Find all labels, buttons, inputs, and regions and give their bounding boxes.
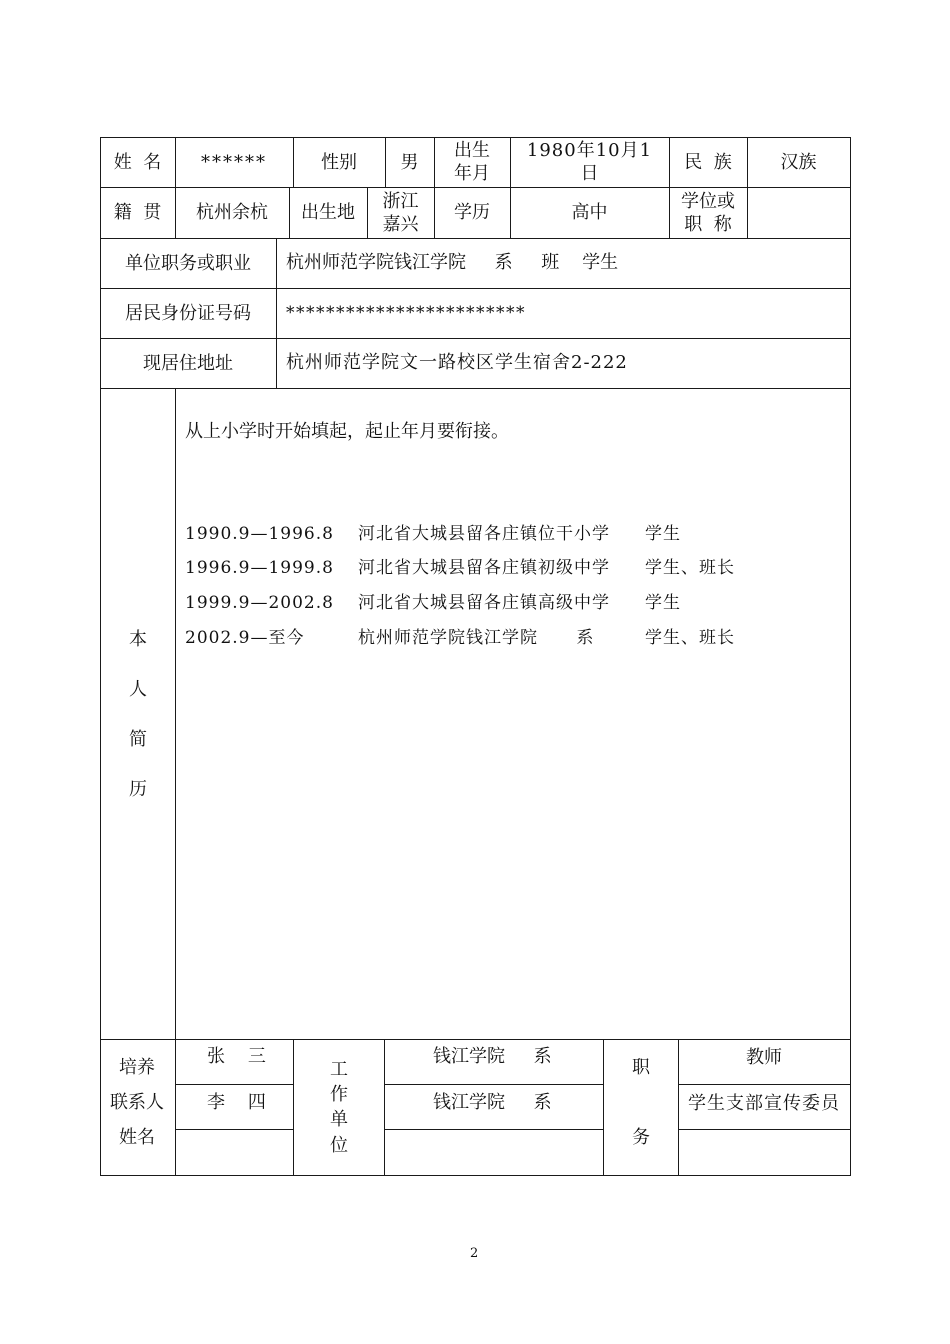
resume-label-char: 本 bbox=[129, 629, 147, 650]
ethnic-label: 民 族 bbox=[684, 151, 732, 173]
row-divider bbox=[100, 1039, 851, 1040]
resume-period: 1999.9—2002.8 bbox=[185, 593, 334, 613]
table-border-bottom bbox=[100, 1175, 851, 1176]
birthplace-value bbox=[367, 187, 434, 238]
occupation-value: 杭州师范学院钱江学院 系 班 学生 bbox=[286, 252, 619, 273]
cell-divider bbox=[603, 1039, 604, 1176]
resume-period: 1990.9—1996.8 bbox=[185, 524, 334, 544]
gender-value: 男 bbox=[400, 151, 419, 173]
degree-label-line1: 学位或 bbox=[681, 190, 735, 212]
native-place-label: 籍 贯 bbox=[113, 202, 162, 223]
contact-work-unit: 钱江学院 系 bbox=[433, 1046, 552, 1067]
address-value: 杭州师范学院文一路校区学生宿舍2-222 bbox=[286, 352, 628, 373]
resume-period: 1996.9—1999.8 bbox=[185, 558, 334, 578]
birth-value-line2: 日 bbox=[580, 163, 599, 184]
cell-divider bbox=[175, 388, 176, 1176]
native-place-value: 杭州余杭 bbox=[196, 202, 268, 223]
resume-school: 杭州师范学院钱江学院 系 bbox=[358, 628, 595, 648]
id-card-value: ************************ bbox=[286, 303, 526, 323]
resume-school: 河北省大城县留各庄镇初级中学 bbox=[358, 558, 610, 578]
resume-role: 学生 bbox=[645, 593, 681, 613]
address-label: 现居住地址 bbox=[143, 352, 233, 374]
row-divider bbox=[100, 388, 851, 389]
resume-school: 河北省大城县留各庄镇位干小学 bbox=[358, 524, 610, 544]
resume-label-char: 简 bbox=[129, 729, 147, 750]
contact-row-divider bbox=[678, 1084, 851, 1085]
resume-school: 河北省大城县留各庄镇高级中学 bbox=[358, 593, 610, 613]
position-label-char: 务 bbox=[632, 1127, 650, 1148]
contact-row-divider bbox=[678, 1129, 851, 1130]
cell-divider bbox=[293, 1039, 294, 1176]
contact-position: 学生支部宣传委员 bbox=[688, 1092, 840, 1114]
contact-name: 张 三 bbox=[207, 1046, 266, 1067]
page-number: 2 bbox=[470, 1246, 479, 1261]
resume-role: 学生 bbox=[645, 524, 681, 544]
resume-hint: 从上小学时开始填起，起止年月要衔接。 bbox=[185, 421, 509, 442]
cell-divider bbox=[384, 1039, 385, 1176]
birthplace-label: 出生地 bbox=[301, 202, 355, 223]
contacts-label-line: 姓名 bbox=[119, 1127, 155, 1148]
degree-label bbox=[669, 187, 747, 238]
contact-position: 教师 bbox=[746, 1046, 782, 1068]
birth-label-line2: 年月 bbox=[454, 163, 490, 184]
contact-row-divider bbox=[175, 1084, 293, 1085]
gender-label: 性别 bbox=[321, 151, 357, 173]
occupation-label: 单位职务或职业 bbox=[125, 252, 251, 274]
resume-label-char: 历 bbox=[129, 779, 147, 800]
cell-divider bbox=[276, 238, 277, 389]
contact-row-divider bbox=[384, 1084, 603, 1085]
name-label: 姓 名 bbox=[113, 151, 162, 173]
work-unit-label-char: 作 bbox=[330, 1084, 348, 1105]
contacts-label-line: 联系人 bbox=[110, 1092, 164, 1113]
degree-label-line2: 职 称 bbox=[684, 213, 732, 235]
name-value: ****** bbox=[201, 151, 267, 173]
education-label: 学历 bbox=[454, 202, 490, 223]
birthplace-value-line1: 浙江 bbox=[382, 190, 419, 212]
work-unit-label-char: 工 bbox=[330, 1059, 348, 1080]
work-unit-label-char: 位 bbox=[330, 1135, 348, 1156]
birth-label bbox=[434, 137, 510, 187]
id-card-label: 居民身份证号码 bbox=[125, 302, 251, 324]
resume-period: 2002.9—至今 bbox=[185, 628, 305, 648]
contact-work-unit: 钱江学院 系 bbox=[433, 1092, 552, 1113]
ethnic-value: 汉族 bbox=[780, 151, 817, 173]
degree-value bbox=[747, 187, 850, 238]
resume-role: 学生、班长 bbox=[645, 628, 735, 648]
education-value: 高中 bbox=[571, 202, 608, 223]
birthplace-value-line2: 嘉兴 bbox=[382, 213, 419, 235]
resume-label-char: 人 bbox=[129, 679, 147, 700]
contacts-label-line: 培养 bbox=[119, 1057, 155, 1078]
contact-row-divider bbox=[384, 1129, 603, 1130]
contact-name: 李 四 bbox=[207, 1092, 266, 1113]
contact-position bbox=[678, 1136, 850, 1164]
work-unit-label-char: 单 bbox=[330, 1109, 348, 1130]
position-label-char: 职 bbox=[632, 1057, 650, 1078]
birth-value-line1: 1980年10月1 bbox=[526, 140, 653, 161]
birth-label-line1: 出生 bbox=[454, 140, 490, 161]
table-border-right bbox=[850, 137, 851, 1176]
birth-value bbox=[510, 137, 669, 187]
resume-role: 学生、班长 bbox=[645, 558, 735, 578]
contact-row-divider bbox=[175, 1129, 293, 1130]
